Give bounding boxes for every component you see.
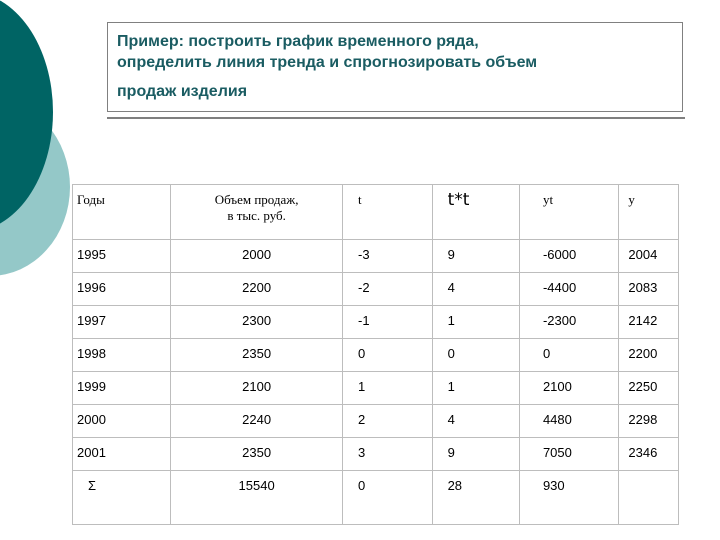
sum-yt: 930 <box>519 471 618 525</box>
sum-tt: 28 <box>432 471 519 525</box>
cell-sales: 2200 <box>171 273 343 306</box>
cell-sales: 2350 <box>171 339 343 372</box>
table-sum-row <box>73 471 679 525</box>
slide-title-line-1: Пример: построить график временного ряда, <box>117 33 479 50</box>
cell-yt: 7050 <box>519 438 618 471</box>
cell-tt: 9 <box>432 438 519 471</box>
cell-y: 2142 <box>619 306 679 339</box>
cell-yt: -6000 <box>519 240 618 273</box>
cell-tt: 4 <box>432 405 519 438</box>
cell-year: 1998 <box>73 339 171 372</box>
header-tt <box>432 185 519 240</box>
sum-sales: 15540 <box>171 471 343 525</box>
cell-y: 2250 <box>619 372 679 405</box>
cell-sales: 2000 <box>171 240 343 273</box>
cell-t: -3 <box>343 240 433 273</box>
cell-y: 2004 <box>619 240 679 273</box>
slide-title-line-2: определить линия тренда и спрогнозировать объем <box>117 54 538 71</box>
cell-y: 2083 <box>619 273 679 306</box>
table-row <box>73 339 679 372</box>
header-years: Годы <box>73 185 171 240</box>
table-header-row <box>73 185 679 240</box>
cell-yt: 0 <box>519 339 618 372</box>
cell-year: 2001 <box>73 438 171 471</box>
title-underline <box>107 117 685 119</box>
slide-title-box <box>107 22 683 112</box>
cell-t: -2 <box>343 273 433 306</box>
table-row <box>73 306 679 339</box>
cell-year: 1999 <box>73 372 171 405</box>
table-row <box>73 405 679 438</box>
table-row <box>73 273 679 306</box>
sum-symbol: Σ <box>73 471 171 525</box>
header-tt-label: t*t <box>447 190 470 210</box>
cell-year: 1995 <box>73 240 171 273</box>
cell-year: 1996 <box>73 273 171 306</box>
cell-tt: 9 <box>432 240 519 273</box>
slide-title-line-3: продаж изделия <box>117 83 248 100</box>
cell-t: 0 <box>343 339 433 372</box>
cell-y: 2346 <box>619 438 679 471</box>
header-yt: yt <box>519 185 618 240</box>
sales-table <box>72 184 679 525</box>
cell-yt: 4480 <box>519 405 618 438</box>
cell-sales: 2100 <box>171 372 343 405</box>
cell-tt: 4 <box>432 273 519 306</box>
header-t: t <box>343 185 433 240</box>
table-row <box>73 438 679 471</box>
cell-yt: -4400 <box>519 273 618 306</box>
cell-t: 2 <box>343 405 433 438</box>
cell-tt: 1 <box>432 306 519 339</box>
cell-year: 2000 <box>73 405 171 438</box>
cell-t: 1 <box>343 372 433 405</box>
cell-sales: 2300 <box>171 306 343 339</box>
cell-sales: 2240 <box>171 405 343 438</box>
cell-y: 2298 <box>619 405 679 438</box>
cell-t: -1 <box>343 306 433 339</box>
cell-yt: -2300 <box>519 306 618 339</box>
cell-tt: 1 <box>432 372 519 405</box>
cell-sales: 2350 <box>171 438 343 471</box>
table-row <box>73 240 679 273</box>
cell-tt: 0 <box>432 339 519 372</box>
table-row <box>73 372 679 405</box>
cell-yt: 2100 <box>519 372 618 405</box>
cell-year: 1997 <box>73 306 171 339</box>
header-sales-line-2: в тыс. руб. <box>227 208 286 223</box>
header-sales <box>171 185 343 240</box>
sum-y <box>619 471 679 525</box>
cell-y: 2200 <box>619 339 679 372</box>
cell-t: 3 <box>343 438 433 471</box>
header-sales-line-1: Объем продаж, <box>214 192 299 207</box>
header-y: y <box>619 185 679 240</box>
sum-t: 0 <box>343 471 433 525</box>
